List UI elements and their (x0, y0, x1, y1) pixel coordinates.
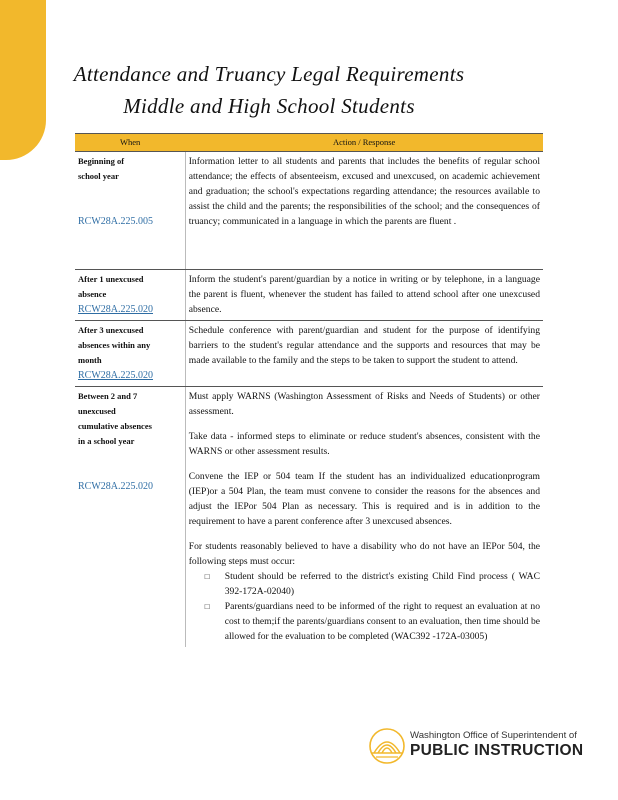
table-row (75, 152, 543, 270)
action-cell (185, 387, 543, 648)
iep-paragraph: Convene the IEP or 504 team If the student has an individualized educationprogram (IEP)or a 504 Plan, the team must convene to consider the reasons for the absences and adjust the IEPor 504 Plan as necessary. This is required and is in addition to the requirement to have a parent conference after 3 unexcused absences. (188, 471, 540, 527)
when-label: After 1 unexcused absence (78, 274, 144, 299)
action-cell: Information letter to all students and parents that includes the benefits of regular school attendance; the effects of absenteeism, excused and unexcused, on academic achievement and graduation; the school's expectations regarding attendance; the resources available to assist the child and the parents; the responsibilities of the school; and the consequences of truancy; communicated in a language in which the parents are fluent . (185, 152, 543, 270)
table-row (75, 387, 543, 648)
when-label: Beginning of school year (78, 156, 125, 181)
rcw-citation: RCW28A.225.020 (78, 481, 153, 492)
when-cell (75, 152, 185, 270)
header-when: When (75, 134, 185, 152)
header-action: Action / Response (185, 134, 543, 152)
sunrise-logo-icon (368, 727, 406, 765)
requirements-table (75, 133, 543, 647)
rcw-link[interactable]: RCW28A.225.020 (78, 370, 153, 381)
data-steps-paragraph: Take data - informed steps to eliminate or reduce student's absences, consistent with the WARNS or other assessment results. (188, 431, 540, 457)
page-subtitle: Middle and High School Students (123, 94, 415, 118)
action-cell: Inform the student's parent/guardian by a notice in writing or by telephone, in a language the parent is fluent, whenever the student has failed to attend school after one unexcused absence. (185, 270, 543, 321)
list-item: □ Parents/guardians need to be informed of the right to request an evaluation at no cost to them;if the parents/guardians consent to an evaluation, then time should be allowed for the evaluation to be completed (WAC392 -172A-03005) (225, 599, 540, 644)
action-cell: Schedule conference with parent/guardian and student for the purpose of identifying barriers to the student's regular attendance and the supports and resources that may be made available to the family and the steps to be taken to support the student to attend. (185, 321, 543, 387)
ospi-logo (368, 727, 588, 767)
when-cell (75, 270, 185, 321)
steps-list (189, 569, 540, 644)
footer-org-line: Washington Office of Superintendent of (410, 730, 577, 741)
rcw-link[interactable]: RCW28A.225.020 (78, 304, 153, 315)
when-label: Between 2 and 7 unexcused cumulative absences in a school year (78, 391, 152, 446)
table-header-row (75, 134, 543, 152)
when-label: After 3 unexcused absences within any month (78, 325, 151, 365)
table-row (75, 321, 543, 387)
warns-paragraph: Must apply WARNS (Washington Assessment of Risks and Needs of Students) or other assessment. (188, 391, 540, 417)
rcw-citation: RCW28A.225.005 (78, 216, 153, 227)
when-cell (75, 321, 185, 387)
page-title: Attendance and Truancy Legal Requirements (73, 62, 465, 86)
table-row (75, 270, 543, 321)
when-cell (75, 387, 185, 648)
list-item: □ Student should be referred to the district's existing Child Find process ( WAC 392-172A-02040) (225, 569, 540, 599)
disability-paragraph: For students reasonably believed to have a disability who do not have an IEPor 504, the following steps must occur: (188, 541, 540, 567)
footer-org-name: PUBLIC INSTRUCTION (410, 742, 584, 759)
